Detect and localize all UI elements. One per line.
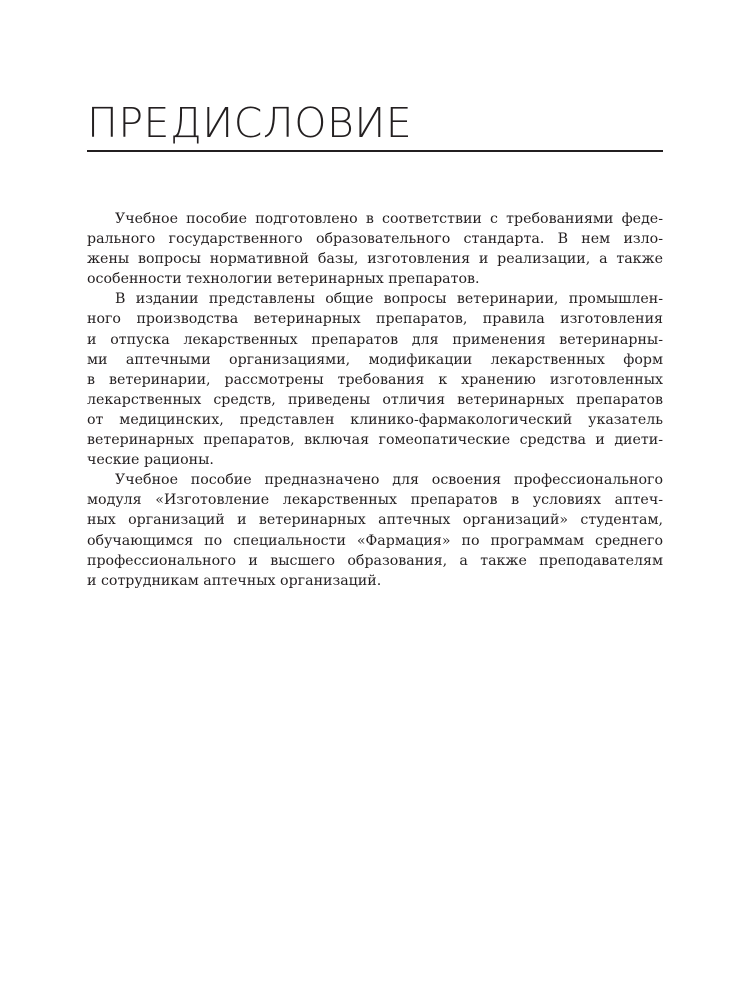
paragraph-3 bbox=[87, 470, 663, 591]
text-line: Учебное пособие подготовлено в соответствии с требованиями феде- bbox=[115, 211, 663, 227]
text-line: ных организаций и ветеринарных аптечных организаций» студентам, bbox=[87, 512, 663, 529]
text-line: и сотрудникам аптечных организаций. bbox=[87, 572, 382, 589]
text-line: ного производства ветеринарных препаратов, правила изготовления bbox=[87, 311, 663, 328]
text-line: В издании представлены общие вопросы ветеринарии, промышлен- bbox=[115, 291, 663, 308]
text-line: и отпуска лекарственных препаратов для применения ветеринарны- bbox=[87, 331, 663, 348]
text-line: в ветеринарии, рассмотрены требования к хранению изготовленных bbox=[87, 371, 663, 388]
page-title: ПРЕДИСЛОВИЕ bbox=[87, 99, 413, 147]
preface-body bbox=[87, 209, 663, 591]
text-line: ветеринарных препаратов, включая гомеопатические средства и диети- bbox=[87, 432, 663, 449]
text-line: жены вопросы нормативной базы, изготовления и реализации, а также bbox=[87, 251, 663, 268]
paragraph-2 bbox=[87, 289, 663, 470]
title-underline-rule bbox=[87, 150, 663, 152]
text-line: рального государственного образовательного стандарта. В нем изло- bbox=[87, 231, 663, 248]
text-line: Учебное пособие предназначено для освоения профессионального bbox=[115, 472, 663, 489]
text-line: особенности технологии ветеринарных препаратов. bbox=[87, 271, 480, 288]
text-line: от медицинских, представлен клинико-фармакологический указатель bbox=[87, 411, 663, 428]
text-line: ческие рационы. bbox=[87, 452, 214, 469]
text-line: лекарственных средств, приведены отличия ветеринарных препаратов bbox=[87, 391, 663, 408]
text-line: ми аптечными организациями, модификации лекарственных форм bbox=[87, 351, 663, 368]
paragraph-1 bbox=[87, 209, 663, 289]
text-line: профессионального и высшего образования, а также преподавателям bbox=[87, 552, 663, 569]
text-line: модуля «Изготовление лекарственных препаратов в условиях аптеч- bbox=[87, 492, 663, 509]
text-line: обучающимся по специальности «Фармация» по программам среднего bbox=[87, 532, 663, 549]
